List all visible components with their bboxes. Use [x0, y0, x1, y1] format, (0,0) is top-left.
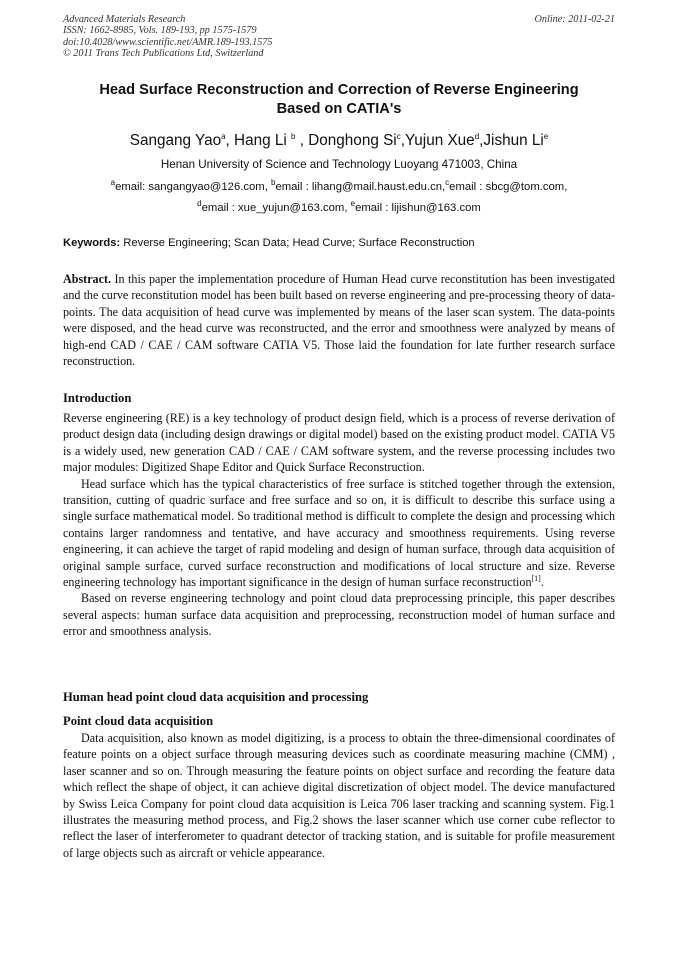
introduction-body	[63, 410, 615, 640]
title-line-1: Head Surface Reconstruction and Correction of Reverse Engineering	[99, 82, 579, 98]
email-text: email : lihang@mail.haust.edu.cn,	[275, 181, 446, 193]
intro-paragraph-2	[63, 476, 615, 591]
intro-paragraph-3: Based on reverse engineering technology and point cloud data preprocessing principle, this paper describes several aspects: human surface data acquisition and preprocessing, reconstruction model of human surface and error and smoothness analysis.	[63, 591, 615, 639]
point-cloud-paragraph: Data acquisition, also known as model digitizing, is a process to obtain the three-dimensional coordinates of feature points on a object surface through measuring devices such as coordinate measuring machine (CMM) , laser scanner and so on. Through measuring the feature points on object surface and recording the feature data which reflect the shape of object, it can achieve digital discretization of object model. The device manufactured by Swiss Leica Company for point cloud data acquisition is Leica 706 laser tracking and scanning system. Fig.1 illustrates the measuring method process, and Fig.2 shows the laser scanner which use corner cube reflector to reflect the laser of interferometer to quadrant detector of tracking station, and is suitable for profile measurement of large objects such as aircraft or vehicle appearance.	[63, 731, 615, 860]
email-superscript: d	[197, 199, 202, 209]
email-text: email : lijishun@163.com	[355, 202, 481, 214]
author-list	[40, 131, 638, 151]
abstract-text: In this paper the implementation procedure of Human Head curve reconstitution has been investigated and the curve reconstitution model has been built based on reverse engineering and pre-processing theory of data-points. The data acquisition of head curve was implemented by means of the laser scan system. The data-points were disposed, and the head curve was reconstructed, and the error and smoothness were analyzed by means of high-end CAD / CAE / CAM software CATIA V5. Those laid the foundation for late further research surface reconstruction.	[63, 272, 615, 369]
email-text: email : xue_yujun@163.com,	[201, 202, 351, 214]
author-superscript: e	[543, 131, 549, 141]
email-text: email : sbcg@tom.com,	[449, 181, 568, 193]
author-separator: ,	[479, 132, 484, 149]
point-cloud-body	[63, 730, 615, 861]
email-line-2	[40, 198, 638, 219]
abstract-label: Abstract.	[63, 272, 112, 286]
author-superscript: d	[474, 131, 480, 141]
intro-paragraph-2-text: Head surface which has the typical characteristics of free surface is stitched together through the extension, transition, cutting of quadric surface and free surface and so on, it is difficult to describe this surface using a single surface mathematical model. So traditional method is difficult to complete the design and processing which contains larger randomness and tentative, and have accuracy and smoothness requirements. Using reverse engineering, it can achieve the target of rapid modeling and design of human surface, through data acquisition of original sample surface, curved surface reconstruction and modifications of local structure and size. Reverse engineering technology has important significance in the design of human surface reconstruction	[63, 476, 615, 590]
paper-title	[60, 81, 618, 119]
author-superscript: c	[396, 131, 401, 141]
author-name: Donghong Si	[308, 132, 397, 149]
affiliation: Henan University of Science and Technology Luoyang 471003, China	[160, 158, 518, 171]
author-name: Jishun Li	[483, 132, 544, 149]
keywords-label: Keywords:	[63, 237, 121, 249]
email-line-1	[40, 177, 638, 198]
subsection-heading: Point cloud data acquisition	[63, 714, 214, 728]
author-superscript: a	[221, 131, 226, 141]
title-line-2: Based on CATIA's	[276, 101, 402, 117]
email-superscript: b	[270, 178, 276, 188]
author-separator: ,	[225, 132, 235, 149]
author-separator: ,	[295, 132, 309, 149]
introduction-heading: Introduction	[63, 391, 132, 405]
email-superscript: a	[110, 178, 116, 188]
abstract	[63, 271, 615, 369]
author-separator: ,	[400, 132, 405, 149]
author-name: Yujun Xue	[404, 132, 475, 149]
journal-name: Advanced Materials Research	[63, 14, 186, 25]
journal-metadata	[63, 14, 615, 59]
copyright-line: © 2011 Trans Tech Publications Ltd, Switzerland	[63, 47, 264, 59]
author-name: Sangang Yao	[129, 132, 222, 149]
author-name: Hang Li	[234, 132, 292, 149]
email-superscript: c	[445, 178, 450, 188]
section-heading: Human head point cloud data acquisition and processing	[63, 690, 369, 704]
keywords-text: Reverse Engineering; Scan Data; Head Curve; Surface Reconstruction	[120, 237, 475, 249]
author-superscript: b	[291, 131, 296, 141]
email-superscript: e	[350, 199, 356, 209]
author-emails	[40, 177, 638, 219]
intro-paragraph-1: Reverse engineering (RE) is a key technology of product design field, which is a process of reverse derivation of product design data (including design drawings or digital model) based on the existing product model. CATIA V5 is a widely used, new generation CAD / CAE / CAM software system, and the reverse processing includes two major modules: Digitized Shape Editor and Quick Surface Reconstruction.	[63, 411, 615, 475]
issn-line: ISSN: 1662-8985, Vols. 189-193, pp 1575-1579	[63, 25, 257, 37]
intro-paragraph-2-end: .	[540, 575, 544, 590]
keywords	[63, 236, 623, 251]
doi-line: doi:10.4028/www.scientific.net/AMR.189-193.1575	[63, 36, 273, 48]
online-date: Online: 2011-02-21	[534, 14, 615, 25]
email-text: email: sangangyao@126.com,	[115, 181, 271, 193]
citation-ref: [1]	[531, 574, 541, 584]
